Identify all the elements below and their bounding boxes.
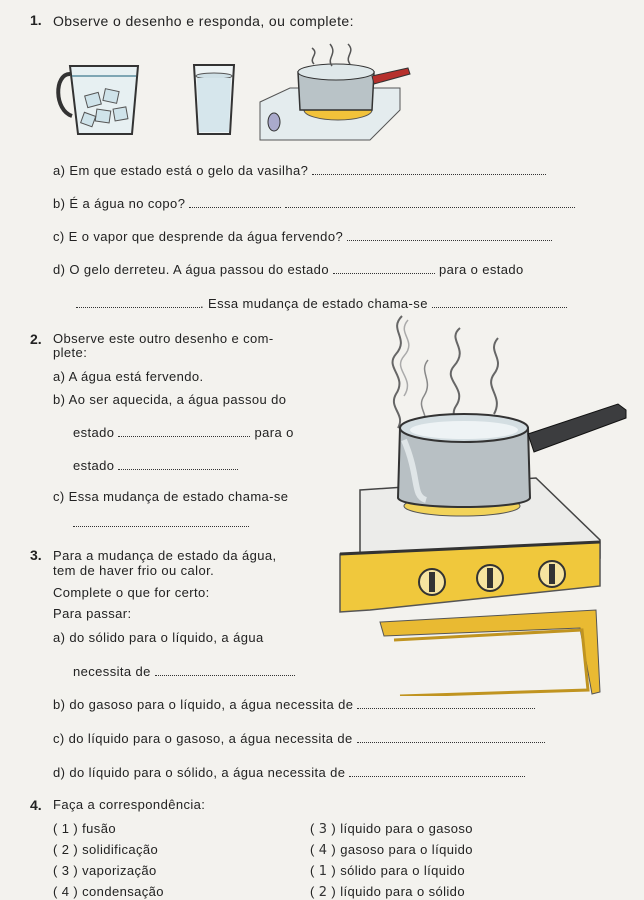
q2-line2: plete: — [53, 345, 88, 360]
q4-left-item: ( 3 ) vaporização — [53, 863, 157, 878]
q1-b-text: b) É a água no copo? — [53, 196, 575, 211]
q2-c: c) Essa mudança de estado chama-se — [53, 489, 289, 504]
q2-a: a) A água está fervendo. — [53, 369, 204, 384]
q2-b-line3: estado — [73, 458, 238, 473]
q3-line4: Para passar: — [53, 606, 132, 621]
big-stove-illustration — [300, 310, 636, 696]
q3-line3: Complete o que for certo: — [53, 585, 210, 600]
q1-d-continued: . Essa mudança de estado chama-se — [76, 296, 567, 311]
q2-line1: Observe este outro desenho e com- — [53, 331, 274, 346]
q1-c-text: c) E o vapor que desprende da água fervendo? — [53, 229, 552, 244]
q4-number: 4. — [30, 797, 42, 813]
ice-jug-illustration — [52, 60, 144, 140]
q1-d-text: d) O gelo derreteu. A água passou do estado para o estado — [53, 262, 524, 277]
q3-line2: tem de haver frio ou calor. — [53, 563, 215, 578]
q1-number: 1. — [30, 12, 42, 28]
q4-instruction: Faça a correspondência: — [53, 797, 206, 812]
q2-b: b) Ao ser aquecida, a água passou do — [53, 392, 287, 407]
q3-b: b) do gasoso para o líquido, a água necessita de — [53, 697, 535, 712]
q4-right-item: ( 4 ) gasoso para o líquido — [310, 842, 473, 858]
q4-right-item: ( 2 ) líquido para o sólido — [310, 884, 465, 900]
q4-right-item: ( 3 ) líquido para o gasoso — [310, 821, 473, 837]
q2-number: 2. — [30, 331, 42, 347]
q3-c: c) do líquido para o gasoso, a água necessita de — [53, 731, 545, 746]
q4-left-item: ( 1 ) fusão — [53, 821, 116, 836]
q3-a: a) do sólido para o líquido, a água — [53, 630, 264, 645]
q4-left-item: ( 4 ) condensação — [53, 884, 164, 899]
q4-left-item: ( 2 ) solidificação — [53, 842, 159, 857]
q4-right-item: ( 1 ) sólido para o líquido — [310, 863, 465, 879]
q3-line1: Para a mudança de estado da água, — [53, 548, 277, 563]
q3-d: d) do líquido para o sólido, a água necessita de — [53, 765, 525, 780]
water-glass-illustration — [190, 62, 238, 138]
small-stove-illustration — [250, 40, 415, 148]
q1-a-text: a) Em que estado está o gelo da vasilha? — [53, 163, 546, 178]
q3-a-line2: necessita de — [73, 664, 295, 679]
q2-b-line2: estado para o — [73, 425, 294, 440]
q2-c-blank — [73, 515, 249, 530]
q3-number: 3. — [30, 547, 42, 563]
q1-instruction: Observe o desenho e responda, ou complete: — [53, 13, 354, 29]
